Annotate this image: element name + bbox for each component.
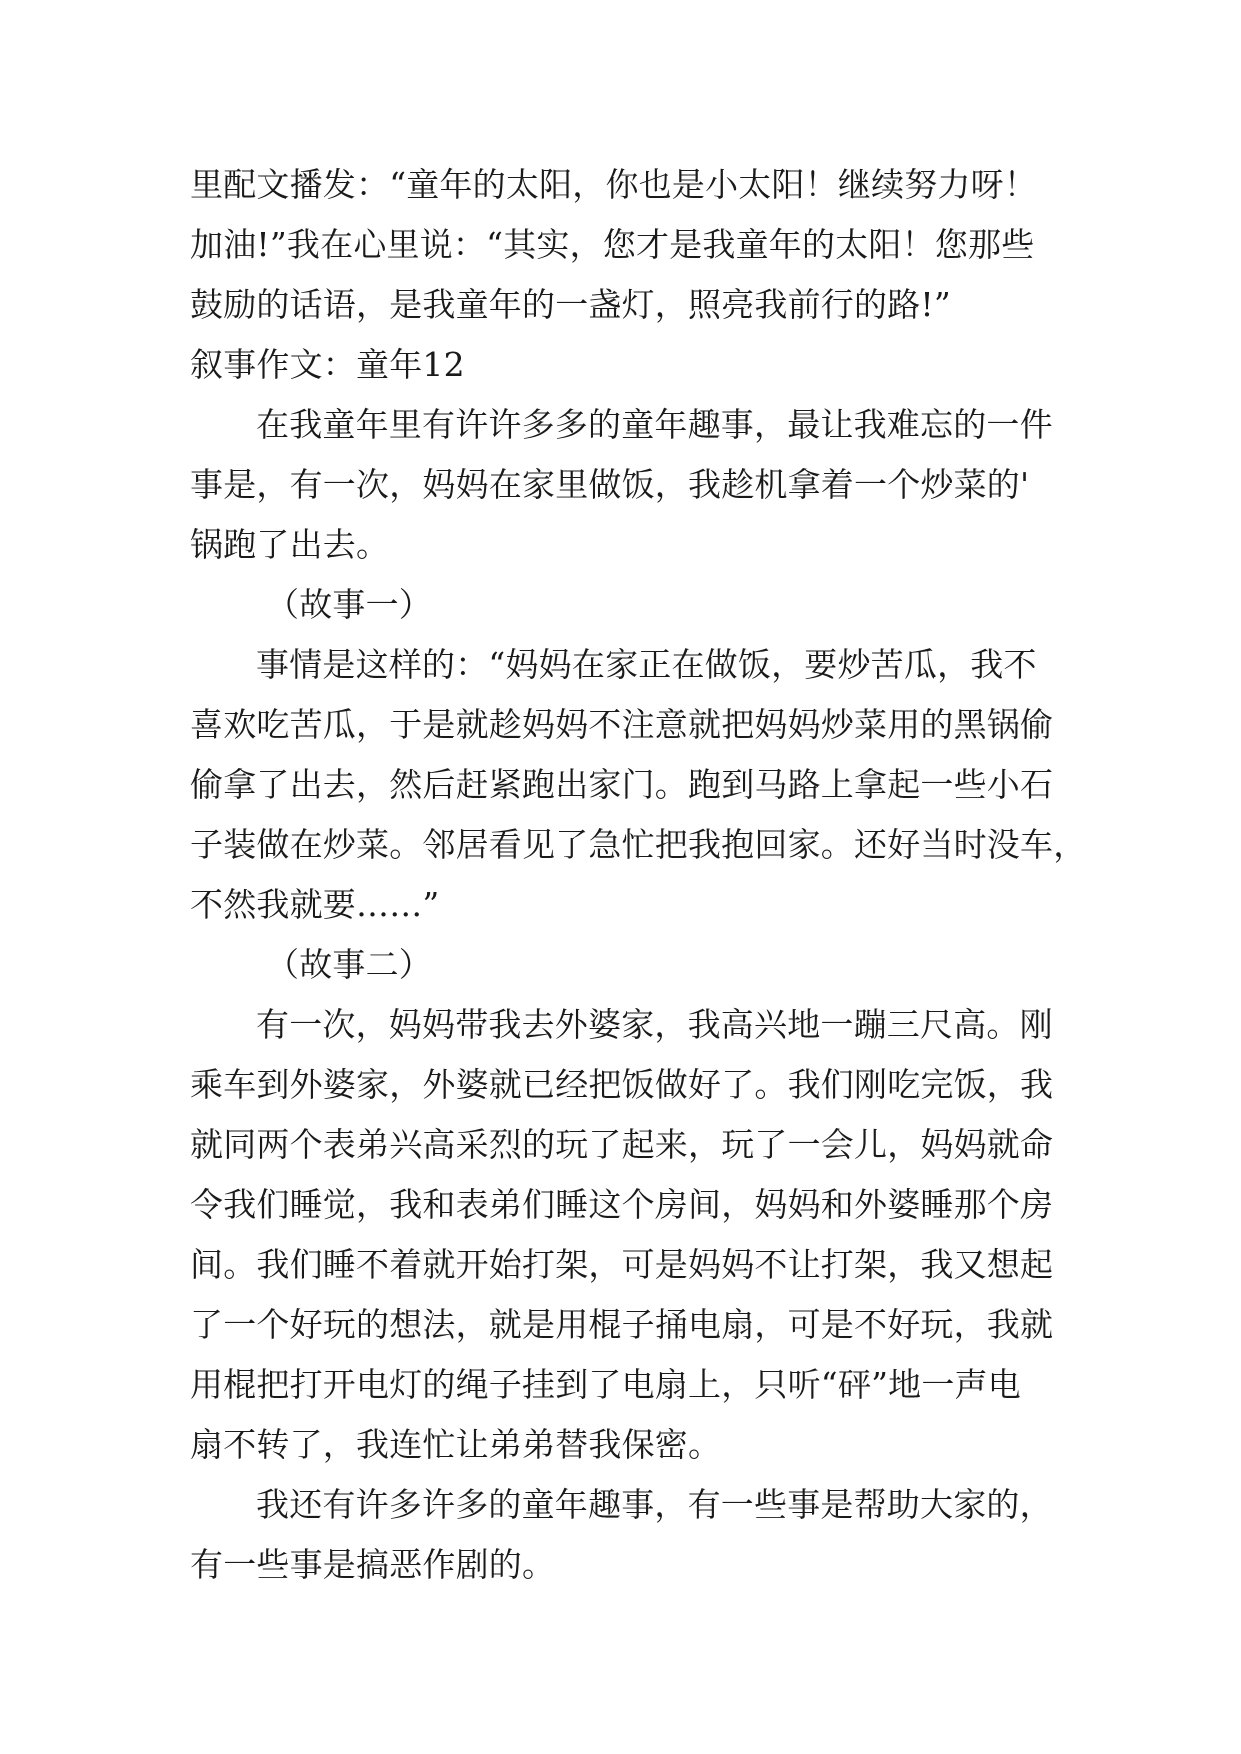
text-line: 令我们睡觉，我和表弟们睡这个房间，妈妈和外婆睡那个房 <box>190 1185 1054 1224</box>
text-line: 用棍把打开电灯的绳子挂到了电扇上，只听“砰”地一声电 <box>190 1365 1021 1404</box>
text-line: 间。我们睡不着就开始打架，可是妈妈不让打架，我又想起 <box>190 1245 1054 1284</box>
text-line: 有一些事是搞恶作剧的。 <box>190 1545 556 1584</box>
text-line: 子装做在炒菜。邻居看见了急忙把我抱回家。还好当时没车， <box>190 825 1087 864</box>
text-line: 加油!”我在心里说：“其实，您才是我童年的太阳！您那些 <box>190 225 1035 264</box>
paragraph-start: 事情是这样的：“妈妈在家正在做饭，要炒苦瓜，我不 <box>256 645 1037 684</box>
text-line: 鼓励的话语，是我童年的一盏灯，照亮我前行的路!” <box>190 285 951 324</box>
paragraph-start: 我还有许多许多的童年趣事，有一些事是帮助大家的， <box>256 1485 1053 1524</box>
essay-title: 叙事作文：童年12 <box>190 345 465 384</box>
text-line: 锅跑了出去。 <box>190 525 390 564</box>
essay-body <box>190 155 1087 1595</box>
text-line: 就同两个表弟兴高采烈的玩了起来，玩了一会儿，妈妈就命 <box>190 1125 1054 1164</box>
text-line: 喜欢吃苦瓜，于是就趁妈妈不注意就把妈妈炒菜用的黑锅偷 <box>190 705 1054 744</box>
text-line: 了一个好玩的想法，就是用棍子捅电扇，可是不好玩，我就 <box>190 1305 1054 1344</box>
text-line: 偷拿了出去，然后赶紧跑出家门。跑到马路上拿起一些小石 <box>190 765 1054 804</box>
text-line: 事是，有一次，妈妈在家里做饭，我趁机拿着一个炒菜的' <box>190 465 1030 504</box>
text-line: 里配文播发：“童年的太阳，你也是小太阳！继续努力呀！ <box>190 165 1038 204</box>
section-heading-story-one: （故事一） <box>266 585 432 624</box>
paragraph-start: 在我童年里有许许多多的童年趣事，最让我难忘的一件 <box>256 405 1053 444</box>
text-line: 扇不转了，我连忙让弟弟替我保密。 <box>190 1425 722 1464</box>
text-line: 乘车到外婆家，外婆就已经把饭做好了。我们刚吃完饭，我 <box>190 1065 1054 1104</box>
section-heading-story-two: （故事二） <box>266 945 432 984</box>
text-line: 不然我就要……” <box>190 885 440 924</box>
paragraph-start: 有一次，妈妈带我去外婆家，我高兴地一蹦三尺高。刚 <box>256 1005 1053 1044</box>
